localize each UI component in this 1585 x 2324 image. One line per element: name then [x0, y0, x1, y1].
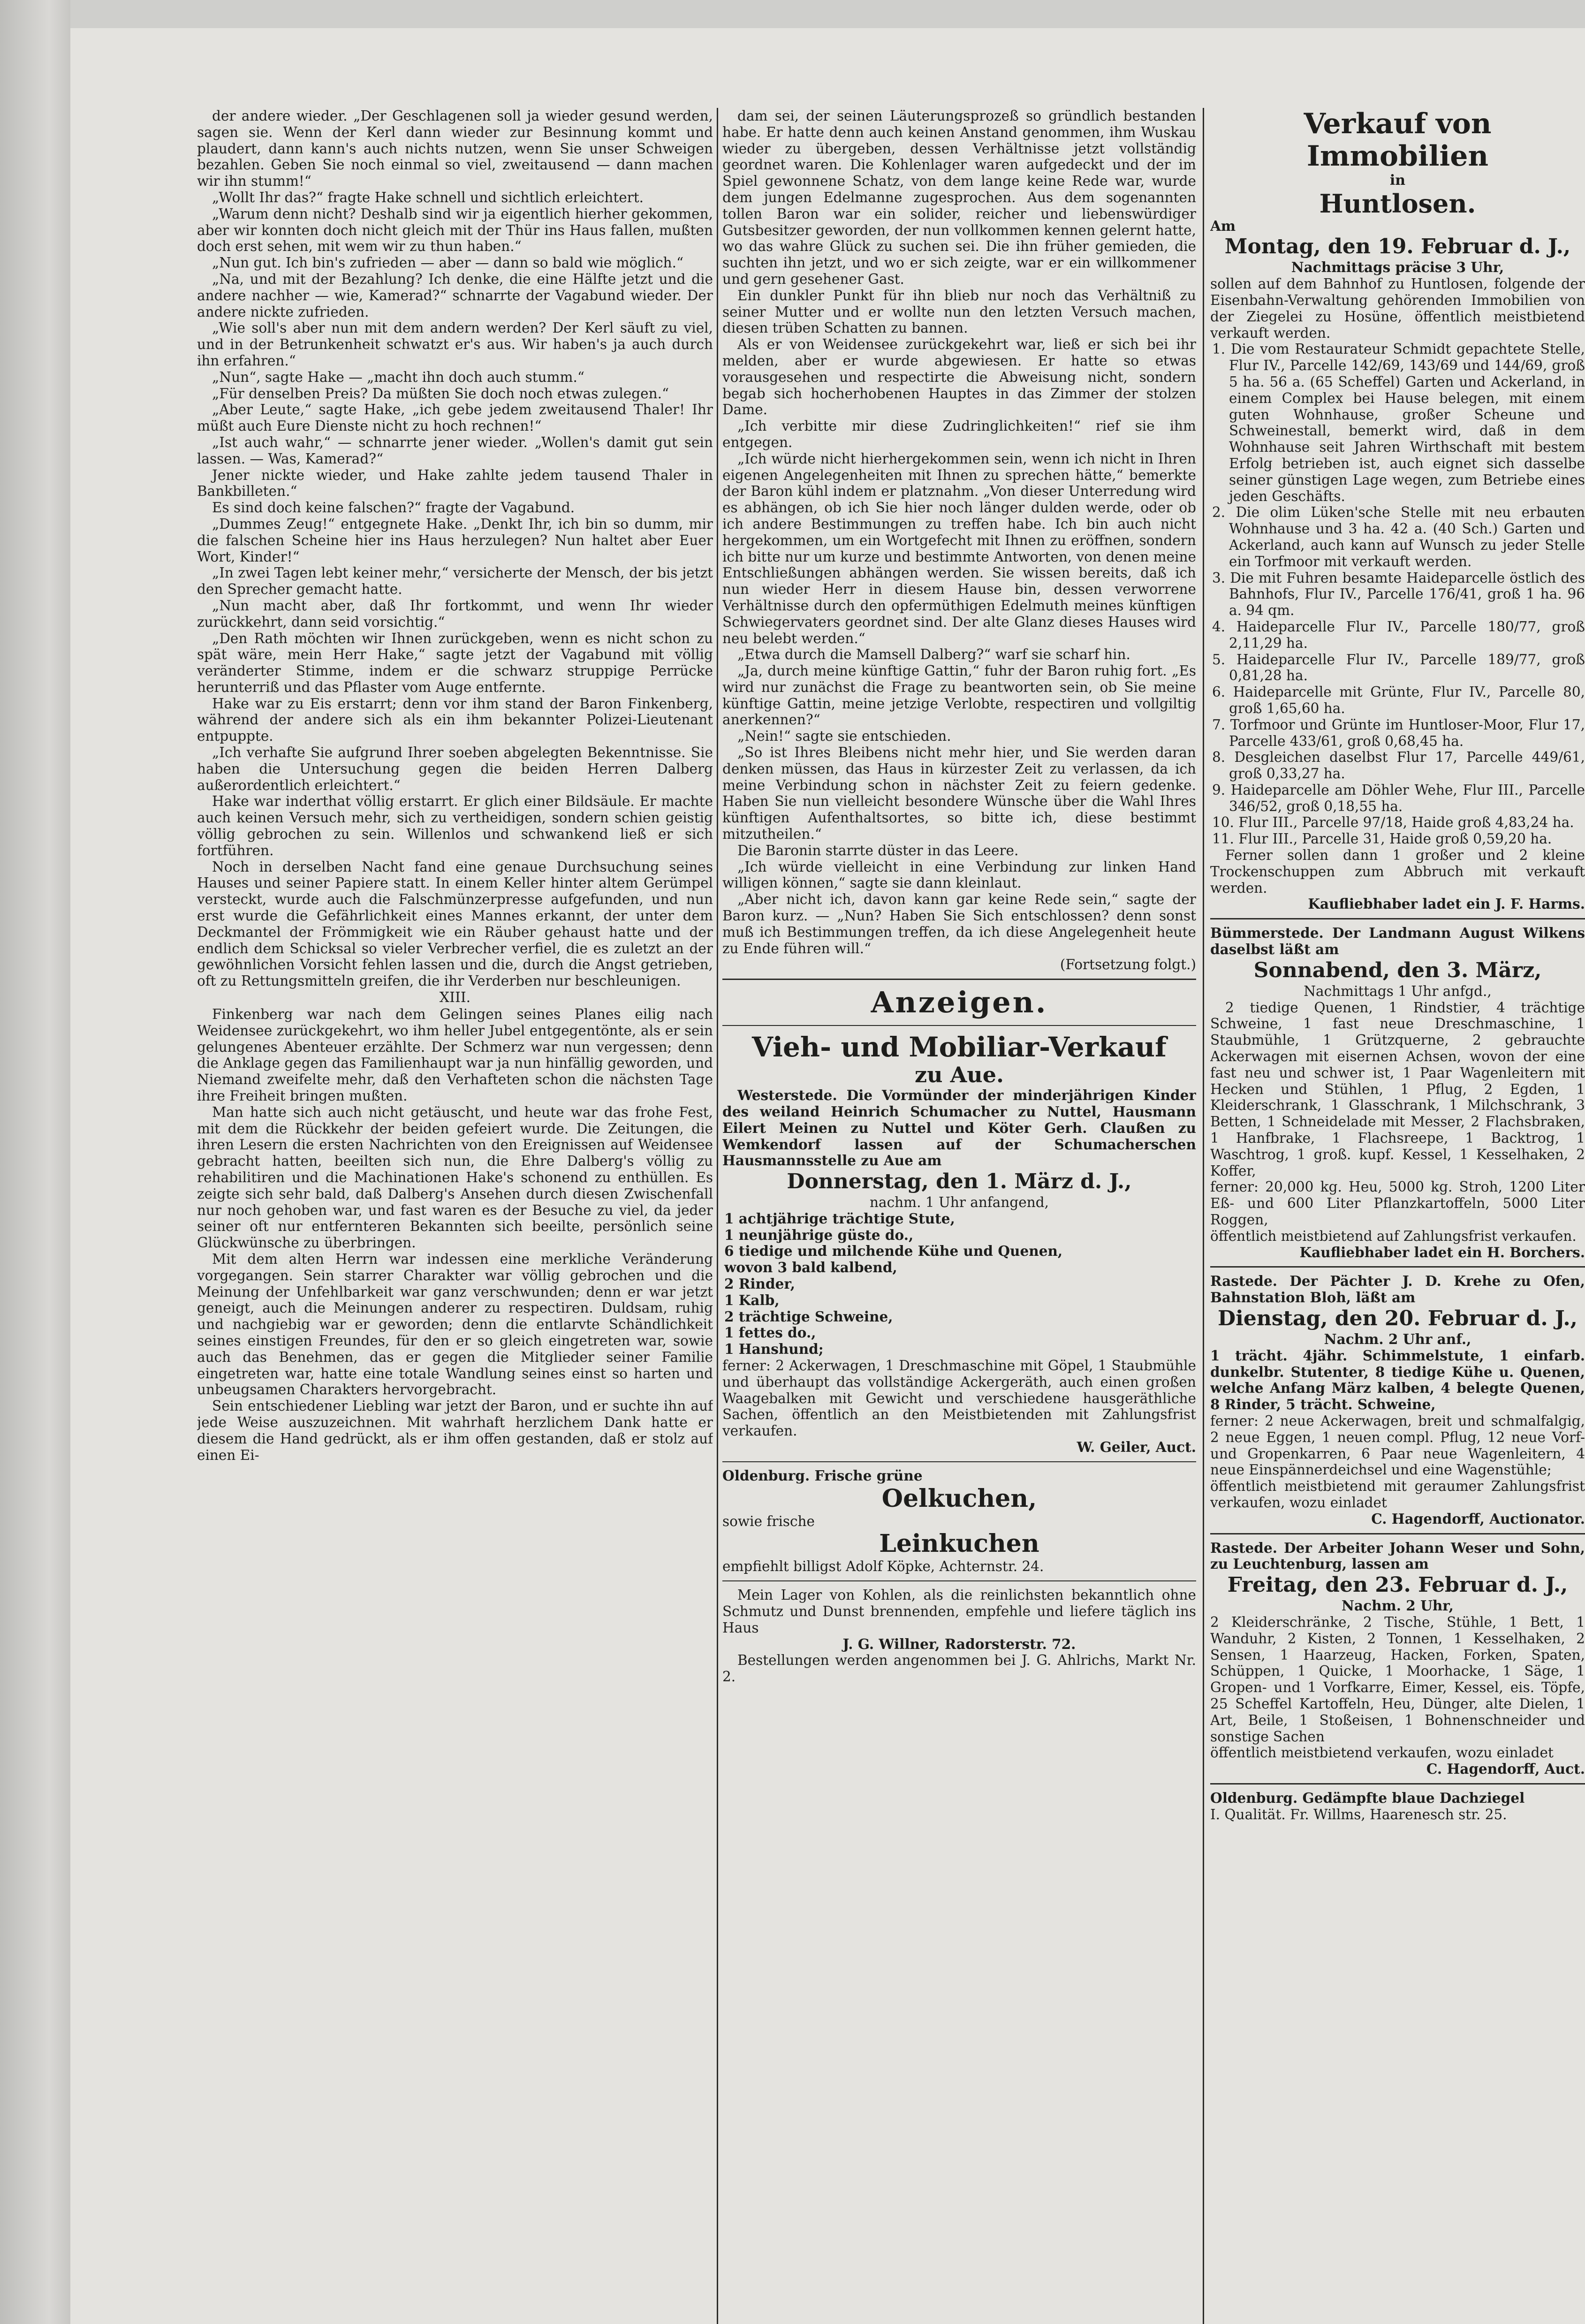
story-paragraph: Jener nickte wieder, und Hake zahlte jedem tausend Thaler in Bankbilleten.“ — [197, 467, 713, 500]
ad-item: wovon 3 bald kalbend, — [724, 1259, 897, 1276]
story-paragraph: Noch in derselben Nacht fand eine genaue Durchsuchung seines Hauses und seiner Papiere statt. In einem Keller hinter altem Gerümpel versteckt, wurde auch die Falschmünzerpresse aufgefunden, und nun erst wurde die Gefährlichkeit eines Mannes erkannt, der unter dem Deckmantel der Frömmigkeit wie ein Räuber gehaust hatte und der endlich dem Schicksal so vieler Verbrecher verfiel, die es zuletzt an der gewöhnlichen Vorsicht fehlen lassen und die, durch die Angst getrieben, oft zu Rettungsmitteln greifen, die ihr Verderben nur beschleunigen. — [197, 858, 713, 989]
story-paragraph: Finkenberg war nach dem Gelingen seines Planes eilig nach Weidensee zurückgekehrt, wo ihm heller Jubel entgegentönte, als er sein gelungenes Abenteuer erzählte. Der Schmerz war nun vergessen; denn die Anklage gegen das Familienhaupt war ja nun hinfällig geworden, und Niemand zweifelte mehr, daß den Verhafteten schon die nächsten Tage ihre Freiheit bringen mußten. — [197, 1006, 713, 1104]
story-paragraph: Man hatte sich auch nicht getäuscht, und heute war das frohe Fest, mit dem die Rückkehr der beiden gefeiert wurde. Die Zeitungen, die ihren Lesern die ersten Nachrichten von den Ereignissen auf Weidensee gebracht hatten, beeilten sich nun, die Ehre Dalberg's völlig zu rehabilitiren und die Machinationen Hake's schonend zu enthüllen. Es zeigte sich sehr bald, daß Dalberg's Ansehen durch diesen Zwischenfall nur noch gehoben war, und fast waren es der Besuche zu viel, da jeder seiner oft nur entfernteren Bekannten sich beeilte, persönlich seine Glückwünsche zu überbringen. — [197, 1104, 713, 1251]
ad-date: Freitag, den 23. Februar d. J., — [1227, 1573, 1568, 1597]
ad-text: Mein Lager von Kohlen, als die reinlichsten bekanntlich ohne Schmutz und Dunst brennenden, empfehle und liefere täglich ins Haus — [722, 1587, 1196, 1636]
page-binding-edge — [0, 0, 70, 2324]
ad-item-list — [1210, 341, 1585, 847]
chapter-heading: XIII. — [439, 989, 471, 1006]
story-paragraph: „Aber Leute,“ sagte Hake, „ich gebe jedem zweitausend Thaler! Ihr müßt auch Eure Dienste nicht zu hoch rechnen!“ — [197, 402, 713, 434]
ad-item-list — [722, 1211, 1196, 1358]
ad-intro: Oldenburg. Gedämpfte blaue Dachziegel — [1210, 1789, 1525, 1806]
story-paragraphs — [197, 108, 713, 989]
story-paragraph: Als er von Weidensee zurückgekehrt war, ließ er sich bei ihr melden, aber er wurde abgewiesen. Er hatte so etwas vorausgesehen und respectirte die Abweisung nicht, sondern begab sich hocherhobenen Hauptes in das Zimmer der stolzen Dame. — [722, 336, 1196, 418]
story-paragraph: „Etwa durch die Mamsell Dalberg?“ warf sie scharf hin. — [737, 646, 1130, 663]
ad-item: 4. Haideparcelle Flur IV., Parcelle 180/77, groß 2,11,29 ha. — [1212, 618, 1585, 651]
ad-text: öffentlich meistbietend verkaufen, wozu einladet — [1210, 1745, 1554, 1761]
story-paragraph: Mit dem alten Herrn war indessen eine merkliche Veränderung vorgegangen. Sein starrer Charakter war völlig gebrochen und die Meinung der Unfehlbarkeit war ganz verschwunden; denn er war jetzt geneigt, auch die Meinungen anderer zu respectiren. Duldsam, ruhig und nachgiebig war er geworden; denn die entlarvte Schändlichkeit seines einstigen Freundes, für den er so gleich eingetreten war, sowie auch das Benehmen, das er gegen die Mitglieder seiner Familie eingetreten war, hatte eine totale Wandlung seines einst so harten und unbeugsamen Charakters hervorgebracht. — [197, 1251, 713, 1398]
ad-place: Huntlosen. — [1319, 188, 1476, 219]
story-paragraph: Hake war inderthat völlig erstarrt. Er glich einer Bildsäule. Er machte auch keinen Versuch mehr, sich zu vertheidigen, sondern schien geistig völlig gebrochen zu sein. Willenlos und schwankend ließ er sich fortführen. — [197, 793, 713, 858]
story-paragraph: Ein dunkler Punkt für ihn blieb nur noch das Verhältniß zu seiner Mutter und er wollte nun den letzten Versuch machen, diesen trüben Schatten zu bannen. — [722, 287, 1196, 336]
ad-time: Nachmittags 1 Uhr anfgd., — [1304, 983, 1492, 999]
ad-item: 1. Die vom Restaurateur Schmidt gepachtete Stelle, Flur IV., Parcelle 142/69, 143/69 und 144/69, groß 5 ha. 56 a. (65 Scheffel) Garten und Ackerland, in einem Complex bei Hause belegen, mit einem guten Wohnhause, großer Scheune und Schweinestall, bemerkt wird, daß in dem Wohnhause seit Jahren Wirthschaft mit bestem Erfolg betrieben ist, auch eignet sich dasselbe seiner günstigen Lage wegen, zum Betriebe eines jeden Geschäfts. — [1212, 341, 1585, 504]
ad-date: Donnerstag, den 1. März d. J., — [787, 1170, 1132, 1194]
ad-item: 1 Hanshund; — [724, 1341, 824, 1358]
ad-item: 1 neunjährige güste do., — [724, 1226, 914, 1243]
story-paragraph: „Nein!“ sagte sie entschieden. — [737, 728, 951, 744]
ad-divider — [1210, 1533, 1585, 1534]
ad-intro: Rastede. Der Pächter J. D. Krehe zu Ofen, Bahnstation Bloh, läßt am — [1210, 1273, 1585, 1306]
ad-item: 8. Desgleichen daselbst Flur 17, Parcelle 449/61, groß 0,33,27 ha. — [1212, 749, 1585, 782]
ad-item: 5. Haideparcelle Flur IV., Parcelle 189/77, groß 0,81,28 ha. — [1212, 651, 1585, 684]
ad-item: 11. Flur III., Parcelle 31, Haide groß 0,59,20 ha. — [1212, 831, 1552, 847]
ad-signature: W. Geiler, Auct. — [1077, 1439, 1196, 1456]
newspaper-page — [70, 28, 1585, 2324]
ad-item: 6 tiedige und milchende Kühe und Quenen, — [724, 1243, 1063, 1260]
ad-date: Sonnabend, den 3. März, — [1253, 958, 1542, 982]
ad-signature: Kaufliebhaber ladet ein J. F. Harms. — [1308, 896, 1585, 912]
ad-divider — [1210, 1266, 1585, 1268]
story-paragraph: dam sei, der seinen Läuterungsprozeß so gründlich bestanden habe. Er hatte denn auch keinen Anstand genommen, ihm Wuskau wieder zu übergeben, dessen Verhältnisse jetzt vollständig geordnet waren. Die Kohlenlager waren aufgedeckt und der im Spiel gewonnene Schatz, von dem lange keine Rede war, wurde dem jungen Edelmanne zugesprochen. Aus dem sogenannten tollen Baron war ein solider, reicher und liebenswürdiger Gutsbesitzer geworden, der nun vollkommen kennen gelernt hatte, wo das wahre Glück zu suchen sei. Die ihn früher gemieden, die suchten ihn jetzt, und wo er sich zeigte, war er ein willkommener und gern gesehener Gast. — [722, 108, 1196, 287]
ad-time: Nachm. 2 Uhr, — [1342, 1597, 1454, 1614]
story-paragraph: Es sind doch keine falschen?“ fragte der Vagabund. — [212, 500, 575, 516]
continuation-note: (Fortsetzung folgt.) — [1060, 957, 1196, 973]
ad-text: I. Qualität. Fr. Willms, Haarenesch str. 25. — [1210, 1806, 1507, 1823]
ad-title: Vieh- und Mobiliar-Verkauf — [752, 1031, 1167, 1063]
ad-item: 2 trächtige Schweine, — [724, 1308, 893, 1325]
story-paragraph: „Nun“, sagte Hake — „macht ihn doch auch stumm.“ — [212, 369, 584, 385]
ad-text: ferner: 2 neue Ackerwagen, breit und schmalfalgig, 2 neue Eggen, 1 neuen compl. Pflug, 12 neue Vorf- und Gropenkarren, 6 Paar neue Wagenleitern, 4 neue Einspännerdeichsel und eine Wagenstühle; — [1210, 1413, 1585, 1478]
ad-item: 1 fettes do., — [724, 1324, 816, 1341]
ad-time: nachm. 1 Uhr anfangend, — [869, 1194, 1049, 1211]
section-divider — [722, 979, 1196, 980]
ad-text: öffentlich meistbietend auf Zahlungsfrist verkaufen. — [1210, 1228, 1577, 1244]
ad-item: 3. Die mit Fuhren besamte Haideparcelle östlich des Bahnhofs, Flur IV., Parcelle 176/41, groß 1 ha. 96 a. 94 qm. — [1212, 570, 1585, 619]
story-paragraph: „Nun gut. Ich bin's zufrieden — aber — dann so bald wie möglich.“ — [212, 255, 684, 271]
story-paragraph: „Na, und mit der Bezahlung? Ich denke, die eine Hälfte jetzt und die andere nachher — wie, Kamerad?“ schnarrte der Vagabund wieder. Der andere nickte zufrieden. — [197, 271, 713, 320]
story-paragraphs-continued — [197, 1006, 713, 1463]
ad-date: Montag, den 19. Februar d. J., — [1224, 235, 1571, 259]
ad-product: Oelkuchen, — [881, 1484, 1037, 1513]
ad-intro: Oldenburg. Frische grüne — [722, 1467, 923, 1484]
ad-item: 2 Rinder, — [724, 1276, 796, 1292]
ad-intro: Bümmerstede. Der Landmann August Wilkens daselbst läßt am — [1210, 925, 1585, 958]
ad-item: 6. Haideparcelle mit Grünte, Flur IV., Parcelle 80, groß 1,65,60 ha. — [1212, 684, 1585, 716]
ad-divider — [722, 1580, 1196, 1581]
middle-column — [722, 108, 1196, 1685]
ad-item: 1 achtjährige trächtige Stute, — [724, 1210, 955, 1227]
ad-intro: Rastede. Der Arbeiter Johann Weser und Sohn, zu Leuchtenburg, lassen am — [1210, 1539, 1585, 1572]
ad-text: ferner: 20,000 kg. Heu, 5000 kg. Stroh, 1200 Liter Eß- und 600 Liter Pflanzkartoffeln, 5000 Liter Roggen, — [1210, 1179, 1585, 1228]
story-paragraph: „Den Rath möchten wir Ihnen zurückgeben, wenn es nicht schon zu spät wäre, mein Herr Hake,“ sagte jetzt der Vagabund mit völlig veränderter Stimme, indem er die schwarz struppige Perrücke herunterriß und das Pflaster vom Auge entfernte. — [197, 630, 713, 695]
ad-product: Leinkuchen — [879, 1529, 1039, 1558]
story-paragraph: „Aber nicht ich, davon kann gar keine Rede sein,“ sagte der Baron kurz. — „Nun? Haben Sie Sich entschlossen? denn sonst muß ich Bestimmungen treffen, da ich diese Angelegenheit heute zu Ende führen will.“ — [722, 891, 1196, 957]
ad-title: Verkauf von Immobilien — [1304, 108, 1492, 173]
column-rule — [1203, 108, 1204, 2324]
story-paragraph: „Ich verhafte Sie aufgrund Ihrer soeben abgelegten Bekenntnisse. Sie haben die Untersuchung gegen die beiden Herren Dalberg außerordentlich erleichtert.“ — [197, 744, 713, 793]
column-rule — [717, 108, 718, 2324]
ad-divider — [722, 1461, 1196, 1462]
ad-signature: C. Hagendorff, Auctionator. — [1371, 1510, 1585, 1527]
ad-item: 7. Torfmoor und Grünte im Huntloser-Moor, Flur 17, Parcelle 433/61, groß 0,68,45 ha. — [1212, 716, 1585, 749]
ad-text: Bestellungen werden angenommen bei J. G. Ahlrichs, Markt Nr. 2. — [722, 1652, 1196, 1685]
story-paragraph: „In zwei Tagen lebt keiner mehr,“ versicherte der Mensch, der bis jetzt den Sprecher gemacht hatte. — [197, 565, 713, 598]
ad-text: 2 tiedige Quenen, 1 Rindstier, 4 trächtige Schweine, 1 fast neue Dreschmaschine, 1 Staubmühle, 1 Grützquerne, 2 gebrauchte Ackerwagen mit eisernen Achsen, wovon der eine fast neu und schwer ist, 1 Paar Wagenleitern mit Hecken und Stühlen, 1 Pflug, 2 Egden, 1 Kleiderschrank, 1 Glasschrank, 1 Milchschrank, 3 Betten, 1 Schneidelade mit Messer, 2 Flachsbraken, 1 Hanfbrake, 1 Flachsreepe, 1 Backtrog, 1 Waschtrog, 1 groß. kupf. Kessel, 1 Kesselhaken, 2 Koffer, — [1210, 999, 1585, 1179]
story-paragraph: „Ja, durch meine künftige Gattin,“ fuhr der Baron ruhig fort. „Es wird nur zunächst die Frage zu beantworten sein, ob Sie meine künftige Gattin, meine jetzige Verlobte, respectiren und vollgiltig anerkennen?“ — [722, 663, 1196, 728]
story-paragraph: Die Baronin starrte düster in das Leere. — [737, 842, 1019, 858]
ad-item: 1 Kalb, — [724, 1291, 780, 1308]
story-paragraph: Sein entschiedener Liebling war jetzt der Baron, und er suchte ihn auf jede Weise auszuzeichnen. Mit wahrhaft herzlichem Dank hatte er diesem die Hand gedrückt, als er ihm offen gestanden, daß er stolz auf einen Ei- — [197, 1398, 713, 1463]
story-paragraph: „Wie soll's aber nun mit dem andern werden? Der Kerl säuft zu viel, und in der Betrunkenheit schwatzt er's aus. Wir haben's ja auch durch ihn erfahren.“ — [197, 320, 713, 369]
story-paragraphs — [722, 108, 1196, 957]
ad-text: ferner: 2 Ackerwagen, 1 Dreschmaschine mit Göpel, 1 Staubmühle und überhaupt das vollständige Ackergeräth, auch einen großen Waagebalken mit Gewicht und verschiedene hausgeräthliche Sachen, öffentlich an den Meistbietenden mit Zahlungsfrist verkaufen. — [722, 1358, 1196, 1439]
ad-text: Am — [1210, 217, 1236, 234]
story-paragraph: „Nun macht aber, daß Ihr fortkommt, und wenn Ihr wieder zurückkehrt, dann seid vorsichtig.“ — [197, 597, 713, 630]
story-paragraph: „Ich würde nicht hierhergekommen sein, wenn ich nicht in Ihren eigenen Angelegenheiten mit Ihnen zu sprechen hätte,“ bemerkte der Baron kühl indem er platznahm. „Von dieser Unterredung wird es abhängen, ob ich Sie hier noch länger dulden werde, oder ob ich andere Bestimmungen zu treffen habe. Ich bin auch nicht hergekommen, um ein Wortgefecht mit Ihnen zu eröffnen, sondern ich bitte nur um kurze und bestimmte Antworten, von denen meine Entschließungen abhängen werden. Sie wissen bereits, daß ich nun wieder Herr in diesem Hause bin, dessen verworrene Verhältnisse durch den opfermüthigen Edelmuth meines künftigen Schwiegervaters geordnet sind. Der alte Glanz dieses Hauses wird neu belebt werden.“ — [722, 450, 1196, 646]
story-paragraph: „Ich verbitte mir diese Zudringlichkeiten!“ rief sie ihm entgegen. — [722, 418, 1196, 450]
ad-item: 2. Die olim Lüken'sche Stelle mit neu erbauten Wohnhause und 3 ha. 42 a. (40 Sch.) Garten und Ackerland, auch kann auf Wunsch zu jeder Stelle ein Torfmoor mit verkauft werden. — [1212, 504, 1585, 570]
story-paragraph: „Ist auch wahr,“ — schnarrte jener wieder. „Wollen's damit gut sein lassen. — Was, Kamerad?“ — [197, 434, 713, 467]
ad-divider — [1210, 918, 1585, 919]
story-paragraph: der andere wieder. „Der Geschlagenen soll ja wieder gesund werden, sagen sie. Wenn der Kerl dann wieder zur Besinnung kommt und plaudert, dann kann's auch nichts nutzen, wenn Sie unser Schweigen bezahlen. Geben Sie noch einmal so viel, zweitausend — dann machen wir ihn stumm!“ — [197, 108, 713, 190]
ad-divider — [1210, 1783, 1585, 1785]
ad-text: 2 Kleiderschränke, 2 Tische, Stühle, 1 Bett, 1 Wanduhr, 2 Kisten, 2 Tonnen, 1 Kesselhaken, 2 Sensen, 1 Haarzeug, Hacken, Forken, Spaten, Schüppen, 1 Quicke, 1 Moorhacke, 1 Säge, 1 Gropen- und 1 Vorfkarre, Eimer, Kessel, eis. Töpfe, 25 Scheffel Kartoffeln, Heu, Dünger, alte Dielen, 1 Art, Beile, 1 Stoßeisen, 1 Bohnenschneider und sonstige Sachen — [1210, 1614, 1585, 1745]
ad-text: sowie frische — [722, 1513, 815, 1529]
ad-signature: C. Hagendorff, Auct. — [1426, 1761, 1585, 1777]
ad-item: 9. Haideparcelle am Döhler Wehe, Flur III., Parcelle 346/52, groß 0,18,55 ha. — [1212, 782, 1585, 814]
story-paragraph: „Wollt Ihr das?“ fragte Hake schnell und sichtlich erleichtert. — [212, 189, 644, 205]
ad-text: empfiehlt billigst Adolf Köpke, Achternstr. 24. — [722, 1558, 1044, 1575]
ad-signature: Kaufliebhaber ladet ein H. Borchers. — [1299, 1244, 1585, 1261]
ad-subtitle: zu Aue. — [915, 1062, 1004, 1088]
story-paragraph: „Für denselben Preis? Da müßten Sie doch noch etwas zulegen.“ — [212, 385, 669, 402]
story-paragraph: „Ich würde vielleicht in eine Verbindung zur linken Hand willigen können,“ sagte sie dann kleinlaut. — [722, 858, 1196, 891]
ad-date: Dienstag, den 20. Februar d. J., — [1217, 1306, 1577, 1330]
ad-intro: sollen auf dem Bahnhof zu Huntlosen, folgende der Eisenbahn-Verwaltung gehörenden Immobilien von der Ziegelei zu Hosüne, öffentlich meistbietend verkauft werden. — [1210, 276, 1585, 341]
ad-item: 10. Flur III., Parcelle 97/18, Haide groß 4,83,24 ha. — [1212, 814, 1574, 831]
ads-heading: Anzeigen. — [871, 985, 1048, 1020]
ad-text: Ferner sollen dann 1 großer und 2 kleine Trockenschuppen zum Abbruch mit verkauft werden. — [1210, 847, 1585, 896]
ad-intro: Westerstede. Die Vormünder der minderjährigen Kinder des weiland Heinrich Schumacher zu Nuttel, Hausmann Eilert Meinen zu Nuttel und Köter Gerh. Claußen zu Wemkendorf lassen auf der Schumacherschen Hausmannsstelle zu Aue am — [722, 1087, 1196, 1169]
ad-time: Nachmittags präcise 3 Uhr, — [1291, 259, 1504, 276]
ad-time: Nachm. 2 Uhr anf., — [1324, 1331, 1471, 1347]
ad-text: 1 trächt. 4jähr. Schimmelstute, 1 einfarb. dunkelbr. Stutenter, 8 tiedige Kühe u. Quenen, welche Anfang März kalben, 4 belegte Quenen, 8 Rinder, 5 trächt. Schweine, — [1210, 1347, 1585, 1413]
ad-signature: J. G. Willner, Radorsterstr. 72. — [842, 1635, 1076, 1652]
ad-subtitle: in — [1389, 172, 1406, 189]
ad-divider — [722, 1025, 1196, 1026]
story-paragraph: „Warum denn nicht? Deshalb sind wir ja eigentlich hierher gekommen, aber wir konnten doch nicht gleich mit der Thür ins Haus fallen, mußten doch erst sehen, mit wem wir zu thun haben.“ — [197, 205, 713, 255]
ads-column — [1210, 108, 1585, 1823]
story-paragraph: „Dummes Zeug!“ entgegnete Hake. „Denkt Ihr, ich bin so dumm, mir die falschen Scheine hier ins Haus herzulegen? Nun haltet aber Euer Wort, Kinder!“ — [197, 516, 713, 565]
ad-text: öffentlich meistbietend mit geraumer Zahlungsfrist verkaufen, wozu einladet — [1210, 1478, 1585, 1511]
story-paragraph: Hake war zu Eis erstarrt; denn vor ihm stand der Baron Finkenberg, während der andere sich als ein ihm bekannter Polizei-Lieutenant entpuppte. — [197, 695, 713, 744]
story-paragraph: „So ist Ihres Bleibens nicht mehr hier, und Sie werden daran denken müssen, das Haus in kürzester Zeit zu verlassen, da ich meine Verbindung schon in nächster Zeit zu feiern gedenke. Haben Sie nun vielleicht besondere Wünsche über die Wahl Ihres künftigen Aufenthaltsortes, so bitte ich, diese bestimmt mitzutheilen.“ — [722, 744, 1196, 843]
story-column — [197, 108, 713, 1463]
